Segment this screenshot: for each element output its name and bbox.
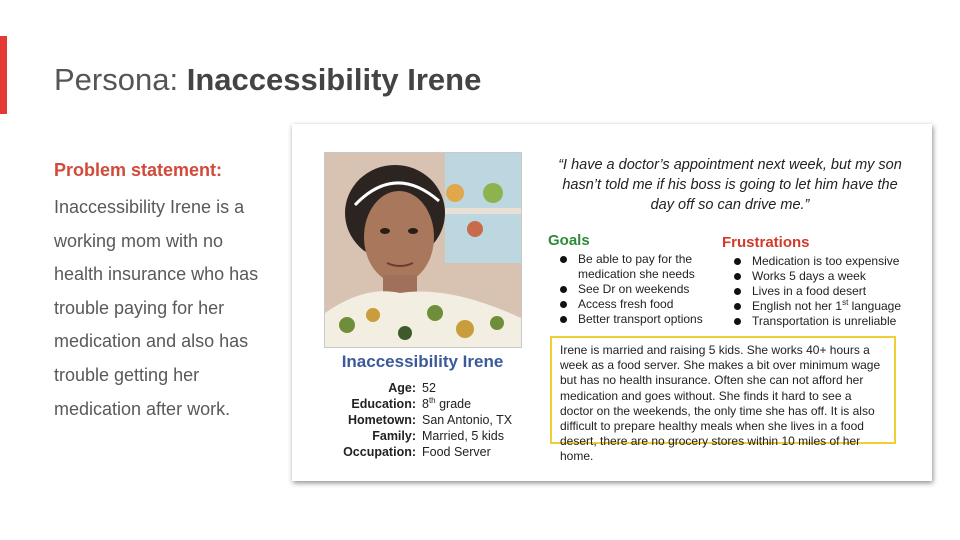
goals-heading: Goals [548, 232, 590, 249]
persona-quote: “I have a doctor’s appointment next week, but my son hasn’t told me if his boss is going to let him have the day off so can drive me.” [558, 157, 902, 213]
persona-name: Inaccessibility Irene [341, 352, 504, 371]
fact-label: Occupation: [343, 445, 416, 459]
goal-item: Access fresh food [554, 297, 724, 312]
frustration-item: Transportation is unreliable [728, 314, 928, 329]
fact-label: Education: [351, 397, 416, 411]
goals-list [554, 252, 724, 327]
problem-statement-heading: Problem statement: [54, 160, 223, 180]
slide-title-name: Inaccessibility Irene [186, 62, 482, 97]
slide-title [54, 62, 481, 98]
frustration-item: Lives in a food desert [728, 284, 928, 299]
fact-education [310, 396, 550, 412]
education-suffix: grade [435, 397, 472, 411]
language-ordinal: st [842, 298, 849, 307]
frustration-item [728, 299, 928, 314]
fact-value: San Antonio, TX [422, 413, 513, 427]
goal-item: Better transport options [554, 312, 724, 327]
frustration-item: Medication is too expensive [728, 254, 928, 269]
goal-item: Be able to pay for the medication she needs [554, 252, 724, 282]
frustrations-heading: Frustrations [722, 234, 810, 251]
persona-bio: Irene is married and raising 5 kids. She works 40+ hours a week as a food server. She makes a bit over minimum wage but has no health insurance. Often she can not afford her medication and goes without. She finds it hard to see a doctor on the weekends, the only time she has off. It is also difficult to prepare healthy meals when she lives in a food desert, there are no grocery stores within 10 miles of her home. [550, 336, 896, 444]
frustration-item: Works 5 days a week [728, 269, 928, 284]
fact-label: Age: [388, 381, 416, 395]
accent-bar [0, 36, 7, 114]
language-prefix: English not her 1 [752, 299, 843, 313]
fact-age [310, 380, 550, 396]
persona-facts [310, 380, 550, 460]
fact-label: Family: [372, 429, 416, 443]
education-number: 8 [422, 397, 429, 411]
fact-label: Hometown: [347, 413, 416, 427]
problem-statement-text: Inaccessibility Irene is a working mom with no health insurance who has trouble paying for her medication and also has trouble getting her medication after work. [54, 197, 259, 419]
goal-item: See Dr on weekends [554, 282, 724, 297]
education-ordinal: th [428, 395, 436, 405]
persona-card [292, 124, 932, 481]
fact-family [310, 428, 550, 444]
language-suffix: language [848, 299, 902, 313]
fact-occupation [310, 444, 550, 460]
fact-hometown [310, 412, 550, 428]
fact-value: Food Server [422, 445, 491, 459]
frustrations-list [728, 254, 928, 329]
slide-title-prefix: Persona: [54, 62, 187, 97]
persona-photo-illustration [325, 153, 521, 347]
persona-photo [324, 152, 522, 348]
fact-value: 52 [422, 381, 436, 395]
fact-value: Married, 5 kids [422, 429, 504, 443]
fact-value [422, 396, 550, 412]
